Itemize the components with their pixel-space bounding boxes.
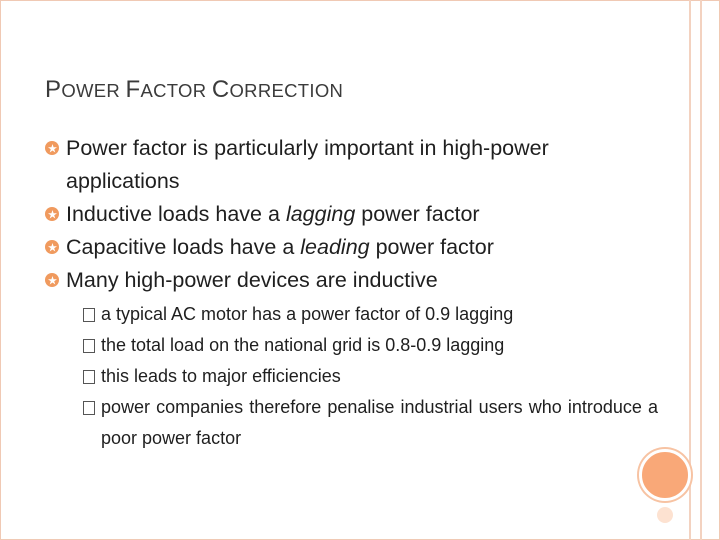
star-bullet-icon (45, 141, 59, 155)
bullet-emphasis: leading (300, 235, 370, 259)
title-rest: ORRECTION (229, 80, 344, 101)
decor-accent-circle (639, 449, 691, 501)
title-initial: F (125, 76, 141, 103)
bullet-text: Power factor is particularly important in high-power applications (66, 136, 549, 193)
box-bullet-icon (83, 308, 95, 322)
sub-bullet-item (83, 299, 658, 330)
decor-band-line (689, 0, 691, 540)
sub-bullet-text: a typical AC motor has a power factor of 0.9 lagging (101, 304, 514, 324)
sub-bullet-text: power companies therefore penalise industrial users who introduce a poor power factor (101, 397, 658, 448)
bullet-item (45, 198, 645, 231)
bullet-emphasis: lagging (285, 202, 356, 226)
bullet-item (45, 231, 645, 264)
bullet-text: power factor (369, 235, 494, 259)
star-bullet-icon (45, 207, 59, 221)
sub-bullet-text: this leads to major efficiencies (101, 366, 341, 386)
sub-bullet-item (83, 392, 658, 454)
star-bullet-icon (45, 240, 59, 254)
bullet-text: power factor (355, 202, 480, 226)
star-bullet-icon (45, 273, 59, 287)
box-bullet-icon (83, 401, 95, 415)
title-rest: OWER (61, 80, 126, 101)
decor-band-line (700, 0, 702, 540)
box-bullet-icon (83, 339, 95, 353)
bullet-text: Capacitive loads have a (66, 235, 301, 259)
title-rest: ACTOR (140, 80, 212, 101)
sub-bullet-item (83, 361, 658, 392)
decor-small-circle (657, 507, 673, 523)
bullet-item (45, 132, 645, 198)
slide-title (45, 76, 343, 104)
bullet-list (45, 132, 658, 454)
bullet-text: Many high-power devices are inductive (66, 268, 438, 292)
box-bullet-icon (83, 370, 95, 384)
sub-bullet-item (83, 330, 658, 361)
bullet-text: Inductive loads have a (66, 202, 286, 226)
sub-bullet-list (83, 299, 658, 454)
sub-bullet-text: the total load on the national grid is 0.8-0.9 lagging (101, 335, 505, 355)
bullet-item (45, 264, 645, 297)
title-initial: C (211, 76, 230, 103)
title-initial: P (45, 76, 62, 103)
